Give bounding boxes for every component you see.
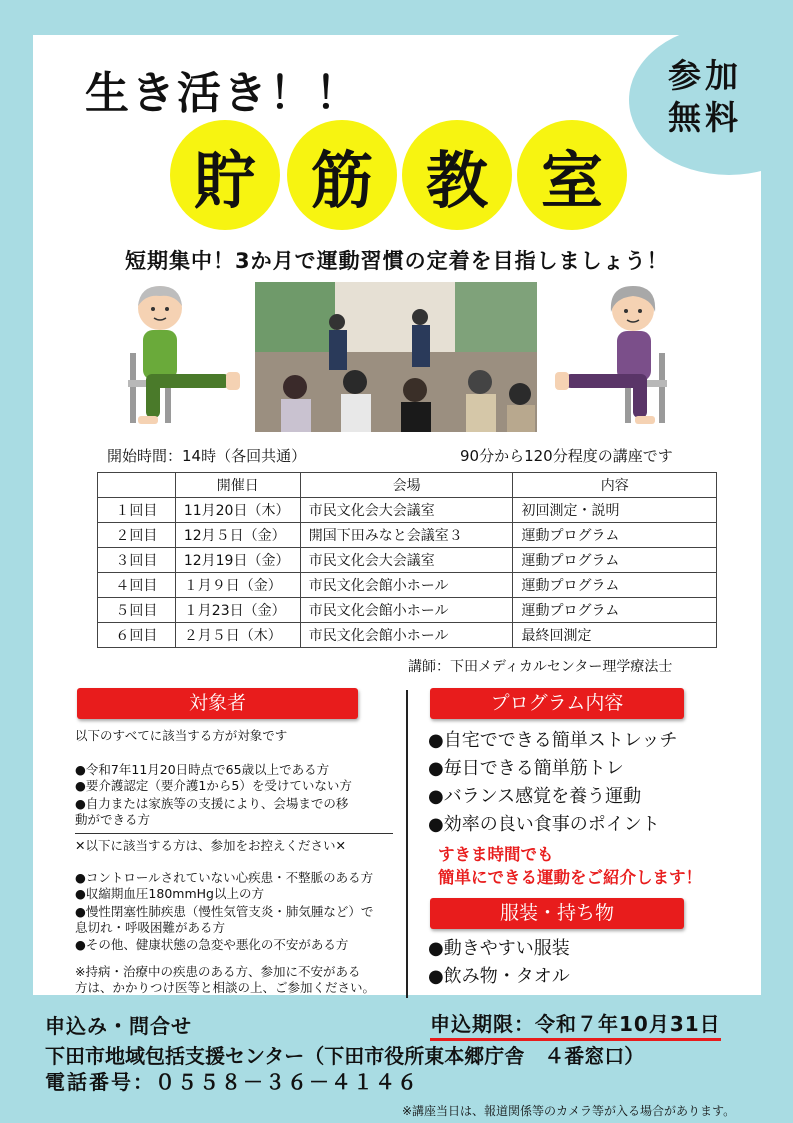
free-badge-line2: 無料 (668, 98, 742, 137)
program-highlight: 簡単にできる運動をご紹介します！ (438, 868, 702, 887)
schedule-table (97, 472, 717, 648)
session-cell: ６回目 (98, 623, 176, 648)
venue-cell: 市民文化会館小ホール (300, 598, 513, 623)
exclusion-item: ●その他、健康状態の急変や悪化の不安がある方 (75, 937, 349, 952)
page-subtitle: 短期集中！3か月で運動習慣の定着を目指しましょう！ (125, 249, 669, 273)
target-intro: 以下のすべてに該当する方が対象です (75, 728, 288, 743)
venue-cell: 市民文化会館小ホール (300, 623, 513, 648)
table-row (98, 598, 717, 623)
venue-cell: 市民文化会大会議室 (300, 498, 513, 523)
date-cell: 12月５日（金） (175, 523, 300, 548)
clothing-item: ●飲み物・タオル (428, 966, 570, 987)
date-cell: ２月５日（木） (175, 623, 300, 648)
header-session (98, 473, 176, 498)
table-row (98, 498, 717, 523)
target-item: ●令和7年11月20日時点で65歳以上である方 (75, 762, 330, 777)
session-cell: ５回目 (98, 598, 176, 623)
target-item: ●自力または家族等の支援により、会場までの移 (75, 796, 349, 811)
date-cell: 12月19日（金） (175, 548, 300, 573)
header-content: 内容 (513, 473, 717, 498)
venue-cell: 開国下田みなと会議室３ (300, 523, 513, 548)
class-photo (255, 282, 537, 432)
program-item: ●バランス感覚を養う運動 (428, 786, 642, 807)
title-char-2: 筋 (287, 120, 397, 230)
camera-disclaimer: ※講座当日は、報道関係等のカメラ等が入る場合があります。 (402, 1104, 736, 1118)
free-badge-text (660, 55, 750, 139)
session-cell: ２回目 (98, 523, 176, 548)
program-heading: プログラム内容 (430, 688, 684, 719)
content-cell: 運動プログラム (513, 523, 717, 548)
session-cell: ３回目 (98, 548, 176, 573)
target-note: 方は、かかりつけ医等と相談の上、ご参加ください。 (75, 980, 376, 995)
program-item: ●自宅でできる簡単ストレッチ (428, 730, 678, 751)
instructor-note: 講師：下田メディカルセンター理学療法士 (408, 659, 673, 675)
free-badge-line1: 参加 (668, 56, 742, 95)
target-heading: 対象者 (77, 688, 358, 719)
session-cell: １回目 (98, 498, 176, 523)
exclusion-item: 息切れ・呼吸困難がある方 (75, 920, 226, 935)
venue-cell: 市民文化会大会議室 (300, 548, 513, 573)
program-item: ●効率の良い食事のポイント (428, 814, 660, 835)
organization-name: 下田市地域包括支援センター（下田市役所東本郷庁舎 ４番窓口） (45, 1044, 645, 1068)
target-note: ※持病・治療中の疾患のある方、参加に不安がある (75, 964, 361, 979)
clothing-heading: 服装・持ち物 (430, 898, 684, 929)
exclusion-heading: ✕以下に該当する方は、参加をお控えください✕ (75, 838, 346, 853)
content-cell: 最終回測定 (513, 623, 717, 648)
date-cell: 11月20日（木） (175, 498, 300, 523)
content-cell: 運動プログラム (513, 598, 717, 623)
table-row (98, 573, 717, 598)
duration-note: 90分から120分程度の講座です (460, 447, 673, 465)
exclusion-item: ●収縮期血圧180mmHg以上の方 (75, 886, 264, 901)
exclusion-item: ●コントロールされていない心疾患・不整脈のある方 (75, 870, 374, 885)
target-item: 動ができる方 (75, 812, 151, 827)
title-char-4: 室 (517, 120, 627, 230)
table-row (98, 523, 717, 548)
phone-number: 電話番号：０５５８－３６－４１４６ (45, 1070, 419, 1094)
elderly-woman-exercise-icon (545, 278, 685, 428)
start-time: 開始時間：14時（各回共通） (107, 447, 307, 465)
program-item: ●毎日できる簡単筋トレ (428, 758, 624, 779)
column-divider (406, 690, 408, 998)
venue-cell: 市民文化会館小ホール (300, 573, 513, 598)
clothing-item: ●動きやすい服装 (428, 938, 570, 959)
header-date: 開催日 (175, 473, 300, 498)
table-row (98, 623, 717, 648)
program-highlight: すきま時間でも (438, 845, 554, 864)
elderly-man-exercise-icon (110, 278, 250, 428)
catch-phrase: 生き活き！！ (85, 68, 361, 119)
title-char-1: 貯 (170, 120, 280, 230)
target-divider (75, 833, 393, 834)
content-cell: 運動プログラム (513, 548, 717, 573)
content-cell: 運動プログラム (513, 573, 717, 598)
date-cell: １月９日（金） (175, 573, 300, 598)
title-char-3: 教 (402, 120, 512, 230)
table-row (98, 548, 717, 573)
contact-label: 申込み・問合せ (45, 1014, 192, 1038)
target-item: ●要介護認定（要介護1から5）を受けていない方 (75, 778, 352, 793)
content-cell: 初回測定・説明 (513, 498, 717, 523)
date-cell: １月23日（金） (175, 598, 300, 623)
header-venue: 会場 (300, 473, 513, 498)
exclusion-item: ●慢性閉塞性肺疾患（慢性気管支炎・肺気腫など）で (75, 904, 374, 919)
schedule-header-row (98, 473, 717, 498)
session-cell: ４回目 (98, 573, 176, 598)
application-deadline: 申込期限：令和７年10月31日 (430, 1008, 721, 1041)
